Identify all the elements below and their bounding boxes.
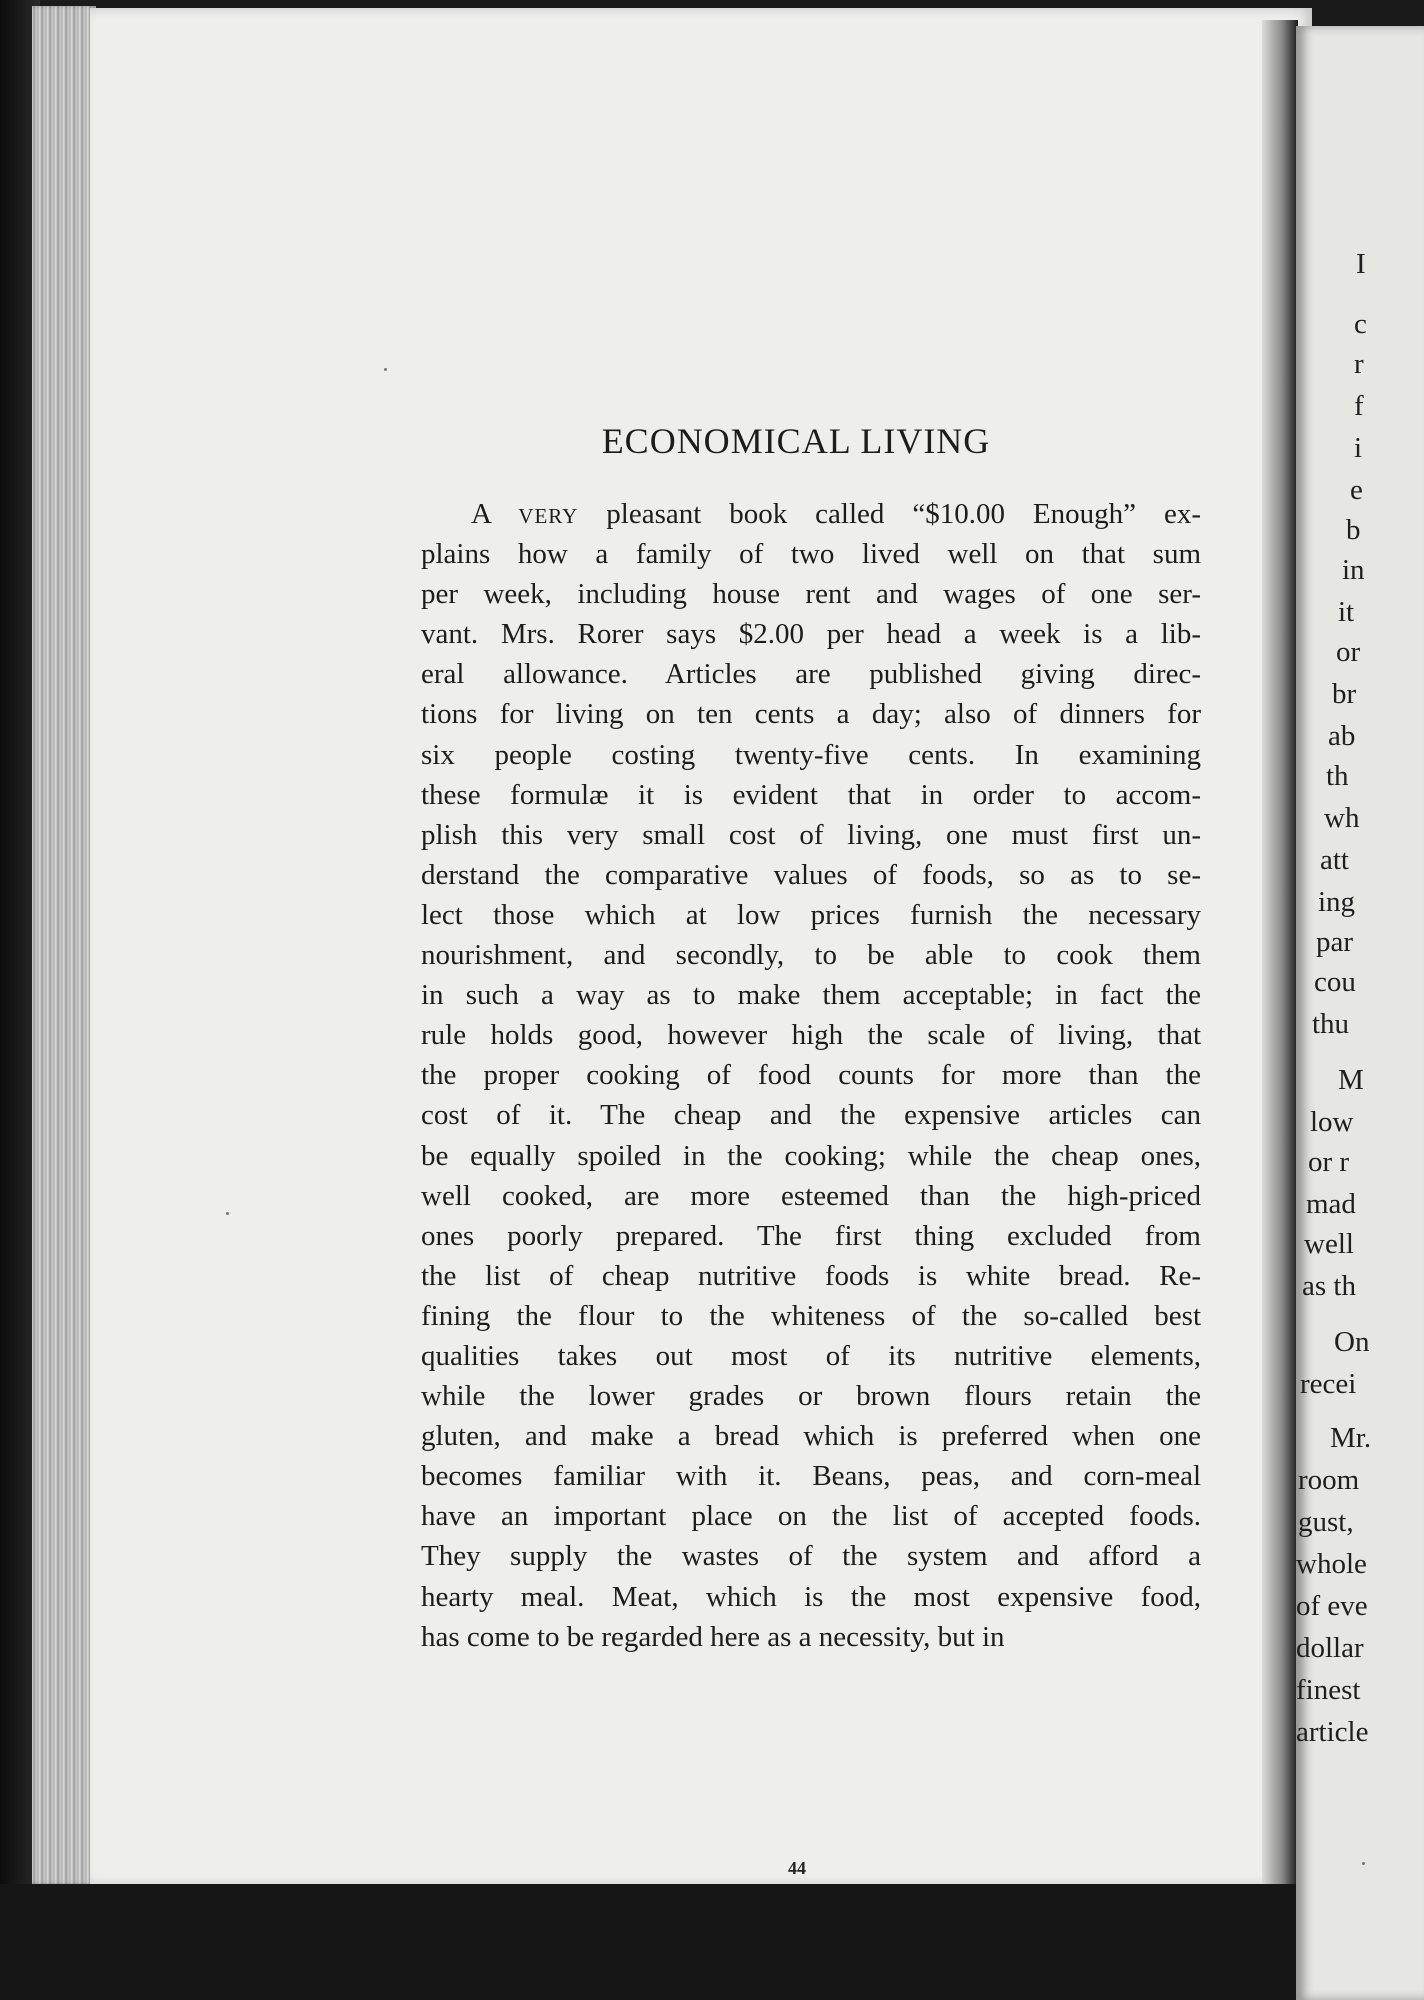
text-line-content: has come to be regarded here as a necessity, but in	[421, 1620, 1005, 1653]
facing-page-text-fragment: ab	[1328, 720, 1356, 752]
body-text	[421, 494, 1201, 1657]
text-line-content: tions for living on ten cents a day; also of dinners for	[421, 698, 1201, 731]
facing-page-text-fragment: th	[1326, 760, 1349, 792]
text-line	[421, 694, 1201, 734]
text-line-content: ones poorly prepared. The first thing excluded from	[421, 1219, 1201, 1252]
text-line	[421, 1216, 1201, 1256]
lead-letter: A	[471, 498, 491, 530]
facing-page	[1296, 26, 1424, 2000]
facing-page-text-fragment: br	[1332, 678, 1357, 710]
text-line-content: plains how a family of two lived well on that sum	[421, 538, 1201, 571]
text-line	[421, 935, 1201, 975]
text-line	[421, 815, 1201, 855]
facing-page-text-fragment: or	[1336, 636, 1361, 668]
stacked-page-edges	[32, 6, 96, 1884]
text-line-content: nourishment, and secondly, to be able to cook them	[421, 939, 1201, 972]
facing-page-text-fragment: att	[1320, 844, 1349, 876]
facing-page-text-fragment: wh	[1324, 802, 1360, 834]
text-line	[421, 1296, 1201, 1336]
facing-page-text-fragment: recei	[1300, 1368, 1357, 1400]
text-line-content: lect those which at low prices furnish the necessary	[421, 898, 1201, 931]
page-number: 44	[788, 1858, 806, 1878]
text-line	[421, 1376, 1201, 1416]
dust-speck	[1362, 1862, 1365, 1865]
text-line	[421, 1617, 1201, 1657]
facing-page-text-fragment: r	[1354, 348, 1364, 380]
text-line-content: be equally spoiled in the cooking; while the cheap ones,	[421, 1139, 1201, 1172]
text-line	[421, 574, 1201, 614]
text-line-content: vant. Mrs. Rorer says $2.00 per head a week is a lib-	[421, 618, 1201, 651]
text-line-content: qualities takes out most of its nutritive elements,	[421, 1339, 1201, 1372]
text-line-content: well cooked, are more esteemed than the high-priced	[421, 1179, 1201, 1212]
text-line-content: these formulæ it is evident that in order to accom-	[421, 778, 1201, 811]
text-line	[421, 1256, 1201, 1296]
page-gutter	[1262, 20, 1298, 1886]
text-line	[421, 1055, 1201, 1095]
facing-page-text-fragment: i	[1354, 432, 1363, 464]
facing-page-text-fragment: article	[1296, 1716, 1369, 1748]
facing-page-text-fragment: room	[1298, 1464, 1360, 1496]
text-line-content: cost of it. The cheap and the expensive articles can	[421, 1099, 1201, 1132]
text-line	[421, 614, 1201, 654]
text-line	[421, 735, 1201, 775]
text-line-content: have an important place on the list of accepted foods.	[421, 1500, 1201, 1533]
text-line	[421, 1456, 1201, 1496]
text-line	[421, 1536, 1201, 1576]
text-line-content: per week, including house rent and wages of one ser-	[421, 578, 1201, 611]
bottom-shadow	[0, 1884, 1296, 2000]
facing-page-text-fragment: as th	[1302, 1270, 1356, 1302]
text-line-content: in such a way as to make them acceptable; in fact the	[421, 979, 1201, 1012]
text-line-content: rule holds good, however high the scale of living, that	[421, 1019, 1201, 1052]
text-line-content: fining the flour to the whiteness of the so-called best	[421, 1299, 1201, 1332]
small-caps-word: VERY	[518, 504, 579, 528]
text-line-content: pleasant book called “$10.00 Enough” ex-	[606, 498, 1202, 530]
text-line-content: gluten, and make a bread which is preferred when one	[421, 1420, 1201, 1453]
text-line	[421, 1336, 1201, 1376]
text-line	[421, 534, 1201, 574]
facing-page-text-fragment: it	[1338, 596, 1355, 628]
text-line	[421, 775, 1201, 815]
text-line	[421, 975, 1201, 1015]
facing-page-text-fragment: ing	[1318, 886, 1356, 918]
text-line-content: six people costing twenty-five cents. In examining	[421, 738, 1201, 771]
text-line	[421, 1416, 1201, 1456]
text-line-content: while the lower grades or brown flours retain the	[421, 1380, 1201, 1413]
text-line	[421, 1015, 1201, 1055]
facing-page-text-fragment: or r	[1308, 1146, 1350, 1178]
text-line	[421, 1176, 1201, 1216]
facing-page-text-fragment: f	[1354, 390, 1364, 422]
facing-page-text-fragment: c	[1354, 308, 1367, 340]
facing-page-text-fragment: dollar	[1296, 1632, 1364, 1664]
text-line	[421, 1496, 1201, 1536]
facing-page-text-fragment: well	[1304, 1228, 1354, 1260]
text-line	[421, 1577, 1201, 1617]
facing-page-text-fragment: in	[1342, 554, 1365, 586]
facing-page-text-fragment: mad	[1306, 1188, 1356, 1220]
text-line-content: hearty meal. Meat, which is the most expensive food,	[421, 1580, 1201, 1613]
facing-page-text-fragment: thu	[1312, 1008, 1350, 1040]
text-line-content: They supply the wastes of the system and afford a	[421, 1540, 1201, 1573]
chapter-title: ECONOMICAL LIVING	[601, 421, 991, 461]
facing-page-text-fragment: b	[1346, 514, 1361, 546]
facing-page-text-fragment: M	[1338, 1064, 1364, 1096]
facing-page-text-fragment: par	[1316, 926, 1354, 958]
facing-page-text-fragment: finest	[1296, 1674, 1361, 1706]
dust-speck	[384, 368, 387, 371]
facing-page-text-fragment: Mr.	[1330, 1422, 1372, 1454]
facing-page-text-fragment: whole	[1296, 1548, 1367, 1580]
text-line-content: the proper cooking of food counts for more than the	[421, 1059, 1201, 1092]
text-line	[421, 494, 1201, 534]
facing-page-text-fragment: low	[1310, 1106, 1354, 1138]
text-line-content: eral allowance. Articles are published giving direc-	[421, 658, 1201, 691]
dust-speck	[226, 1212, 229, 1215]
facing-page-text-fragment: cou	[1314, 966, 1356, 998]
facing-page-text-fragment: I	[1356, 248, 1366, 280]
text-line	[421, 1136, 1201, 1176]
text-line	[421, 654, 1201, 694]
text-line	[421, 1095, 1201, 1135]
text-line	[421, 855, 1201, 895]
text-line	[421, 895, 1201, 935]
facing-page-text-fragment: of eve	[1296, 1590, 1368, 1622]
facing-page-text-fragment: On	[1334, 1326, 1370, 1358]
text-line-content: derstand the comparative values of foods, so as to se-	[421, 858, 1201, 891]
text-line-content: plish this very small cost of living, one must first un-	[421, 818, 1201, 851]
facing-page-text-fragment: gust,	[1298, 1506, 1354, 1538]
text-line-content: becomes familiar with it. Beans, peas, and corn-meal	[421, 1460, 1201, 1493]
facing-page-text-fragment: e	[1350, 474, 1363, 506]
text-line-content: the list of cheap nutritive foods is white bread. Re-	[421, 1259, 1201, 1292]
